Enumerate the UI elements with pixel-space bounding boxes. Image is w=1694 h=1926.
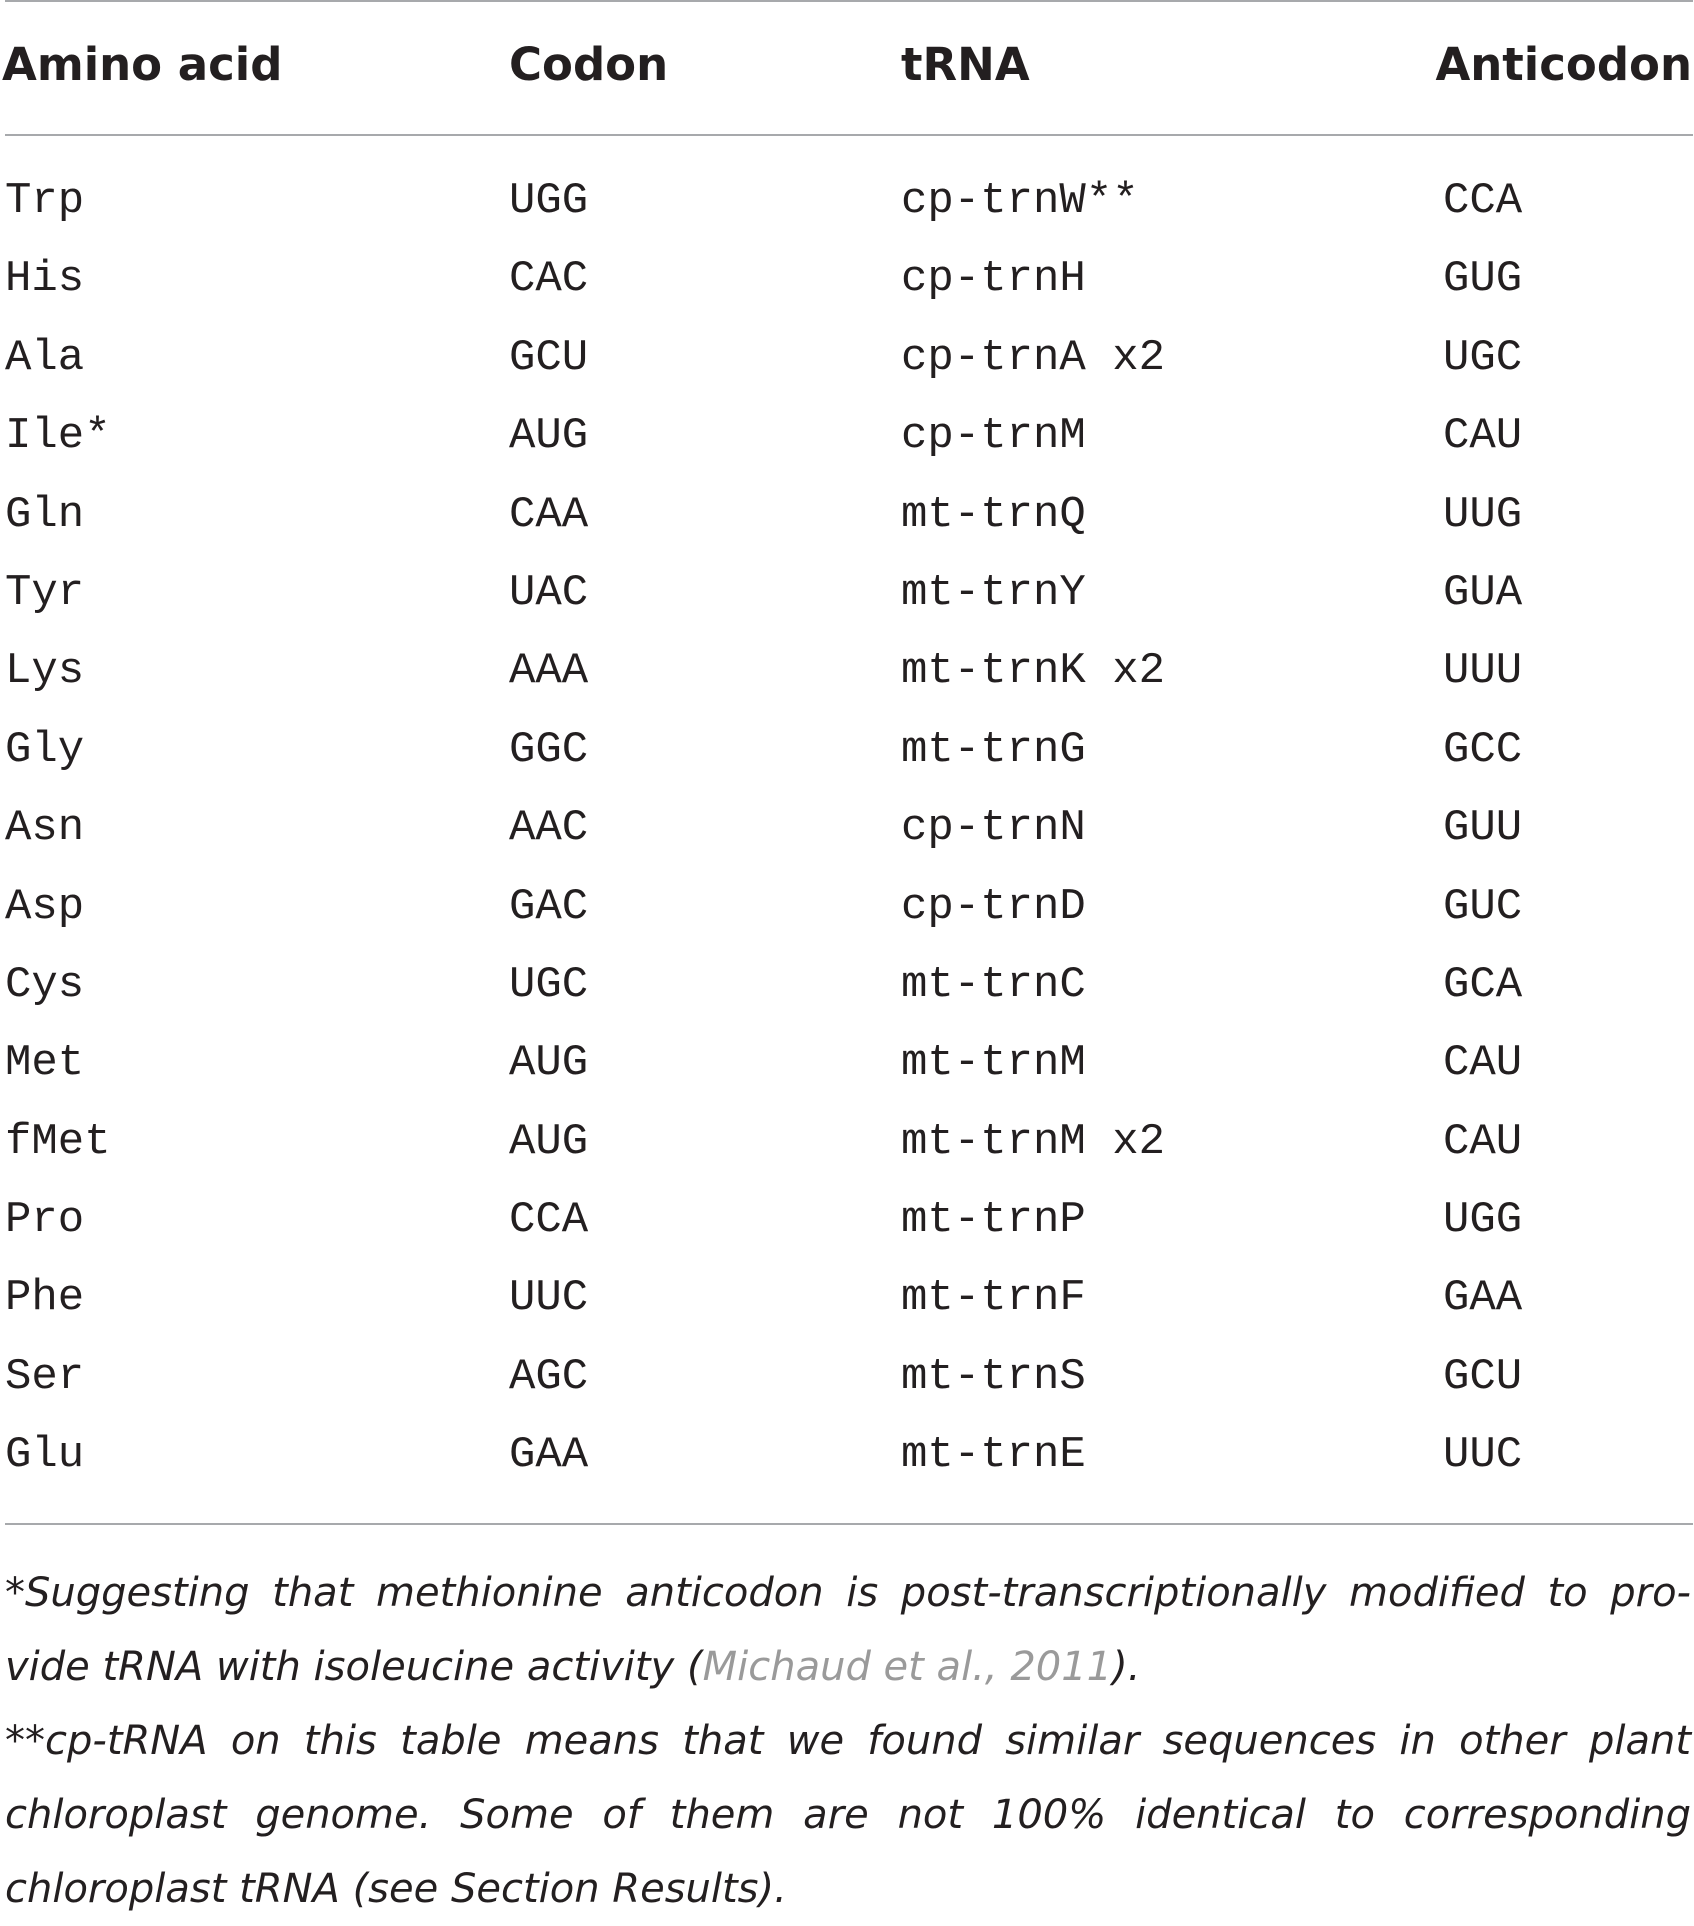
table-row xyxy=(0,946,1694,1024)
anticodon-cell: UUG xyxy=(1443,489,1523,540)
amino-acid-cell: Phe xyxy=(5,1273,85,1324)
table-row xyxy=(0,1338,1694,1416)
footnote-isoleucine-text: *Suggesting that methionine anticodon is post-transcriptionally modified to pro- vide tRNA with isoleucine activity ( xyxy=(5,1570,1691,1690)
amino-acid-cell: Met xyxy=(5,1038,85,1089)
anticodon-cell: UUU xyxy=(1443,646,1523,697)
amino-acid-cell: Gly xyxy=(5,724,85,775)
trna-cell: cp-trnD xyxy=(901,881,1086,932)
table-body xyxy=(0,162,1694,1495)
trna-cell: mt-trnP xyxy=(901,1195,1086,1246)
amino-acid-cell: Lys xyxy=(5,646,85,697)
trna-cell: mt-trnE xyxy=(901,1430,1086,1481)
amino-acid-cell: Glu xyxy=(5,1430,85,1481)
table-top-rule xyxy=(5,0,1693,2)
codon-cell: AUG xyxy=(509,1116,589,1167)
anticodon-cell: UGG xyxy=(1443,1195,1523,1246)
trna-cell: mt-trnM x2 xyxy=(901,1116,1166,1167)
table-row xyxy=(0,397,1694,475)
codon-cell: GGC xyxy=(509,724,589,775)
table-row xyxy=(0,1103,1694,1181)
codon-cell: CAA xyxy=(509,489,589,540)
table-row xyxy=(0,868,1694,946)
anticodon-cell: GUU xyxy=(1443,803,1523,854)
trna-cell: cp-trnH xyxy=(901,254,1086,305)
trna-cell: mt-trnY xyxy=(901,567,1086,618)
trna-cell: cp-trnM xyxy=(901,411,1086,462)
codon-cell: AAA xyxy=(509,646,589,697)
table-row xyxy=(0,789,1694,867)
table-row xyxy=(0,319,1694,397)
anticodon-cell: GUG xyxy=(1443,254,1523,305)
trna-cell: mt-trnM xyxy=(901,1038,1086,1089)
codon-cell: UAC xyxy=(509,567,589,618)
trna-cell: cp-trnN xyxy=(901,803,1086,854)
anticodon-cell: UUC xyxy=(1443,1430,1523,1481)
amino-acid-cell: Pro xyxy=(5,1195,85,1246)
table-footnotes xyxy=(5,1556,1691,1926)
anticodon-cell: GAA xyxy=(1443,1273,1523,1324)
amino-acid-cell: Ala xyxy=(5,332,85,383)
amino-acid-cell: His xyxy=(5,254,85,305)
table-row xyxy=(0,711,1694,789)
anticodon-cell: GCC xyxy=(1443,724,1523,775)
anticodon-cell: GCA xyxy=(1443,959,1523,1010)
anticodon-cell: GUC xyxy=(1443,881,1523,932)
reference-link-michaud-2011[interactable]: Michaud et al., 2011 xyxy=(702,1644,1113,1690)
anticodon-cell: GUA xyxy=(1443,567,1523,618)
trna-cell: mt-trnS xyxy=(901,1351,1086,1402)
codon-cell: AAC xyxy=(509,803,589,854)
trna-cell: mt-trnC xyxy=(901,959,1086,1010)
table-header-row xyxy=(0,30,1694,100)
amino-acid-cell: Ser xyxy=(5,1351,85,1402)
footnote-isoleucine-end: ). xyxy=(1112,1644,1141,1690)
table-row xyxy=(0,476,1694,554)
table-header-rule xyxy=(5,134,1693,136)
amino-acid-cell: fMet xyxy=(5,1116,111,1167)
codon-cell: GAA xyxy=(509,1430,589,1481)
codon-cell: AGC xyxy=(509,1351,589,1402)
anticodon-cell: CCA xyxy=(1443,176,1523,226)
anticodon-cell: CAU xyxy=(1443,1038,1523,1089)
table-row xyxy=(0,1416,1694,1494)
codon-cell: GAC xyxy=(509,881,589,932)
table-row xyxy=(0,1259,1694,1337)
header-codon: Codon xyxy=(509,38,669,91)
footnote-isoleucine xyxy=(5,1556,1691,1704)
codon-cell: UUC xyxy=(509,1273,589,1324)
anticodon-cell: CAU xyxy=(1443,1116,1523,1167)
amino-acid-cell: Ile* xyxy=(5,411,111,462)
trna-cell: cp-trnA x2 xyxy=(901,332,1166,383)
trna-cell: mt-trnK x2 xyxy=(901,646,1166,697)
codon-cell: UGG xyxy=(509,176,589,226)
anticodon-cell: CAU xyxy=(1443,411,1523,462)
header-trna: tRNA xyxy=(901,38,1030,91)
table-row xyxy=(0,632,1694,710)
table-row xyxy=(0,240,1694,318)
amino-acid-cell: Tyr xyxy=(5,567,85,618)
footnote-cp-trna: **cp-tRNA on this table means that we found similar sequences in other plant chloroplast genome. Some of them are not 100% identical to corresponding chloroplast tRNA (see Section Results). xyxy=(5,1718,1691,1912)
trna-cell: cp-trnW** xyxy=(901,176,1139,226)
table-row xyxy=(0,1024,1694,1102)
amino-acid-cell: Cys xyxy=(5,959,85,1010)
anticodon-cell: UGC xyxy=(1443,332,1523,383)
codon-cell: GCU xyxy=(509,332,589,383)
codon-cell: UGC xyxy=(509,959,589,1010)
header-amino-acid: Amino acid xyxy=(2,38,283,91)
codon-cell: AUG xyxy=(509,1038,589,1089)
table-row xyxy=(0,162,1694,240)
amino-acid-cell: Gln xyxy=(5,489,85,540)
header-anticodon: Anticodon xyxy=(1435,38,1692,91)
amino-acid-cell: Asn xyxy=(5,803,85,854)
codon-cell: CCA xyxy=(509,1195,589,1246)
trna-cell: mt-trnQ xyxy=(901,489,1086,540)
codon-cell: AUG xyxy=(509,411,589,462)
table-row xyxy=(0,1181,1694,1259)
amino-acid-cell: Asp xyxy=(5,881,85,932)
trna-cell: mt-trnF xyxy=(901,1273,1086,1324)
amino-acid-cell: Trp xyxy=(5,176,85,226)
table-bottom-rule xyxy=(5,1523,1693,1525)
anticodon-cell: GCU xyxy=(1443,1351,1523,1402)
table-row xyxy=(0,554,1694,632)
trna-cell: mt-trnG xyxy=(901,724,1086,775)
codon-cell: CAC xyxy=(509,254,589,305)
